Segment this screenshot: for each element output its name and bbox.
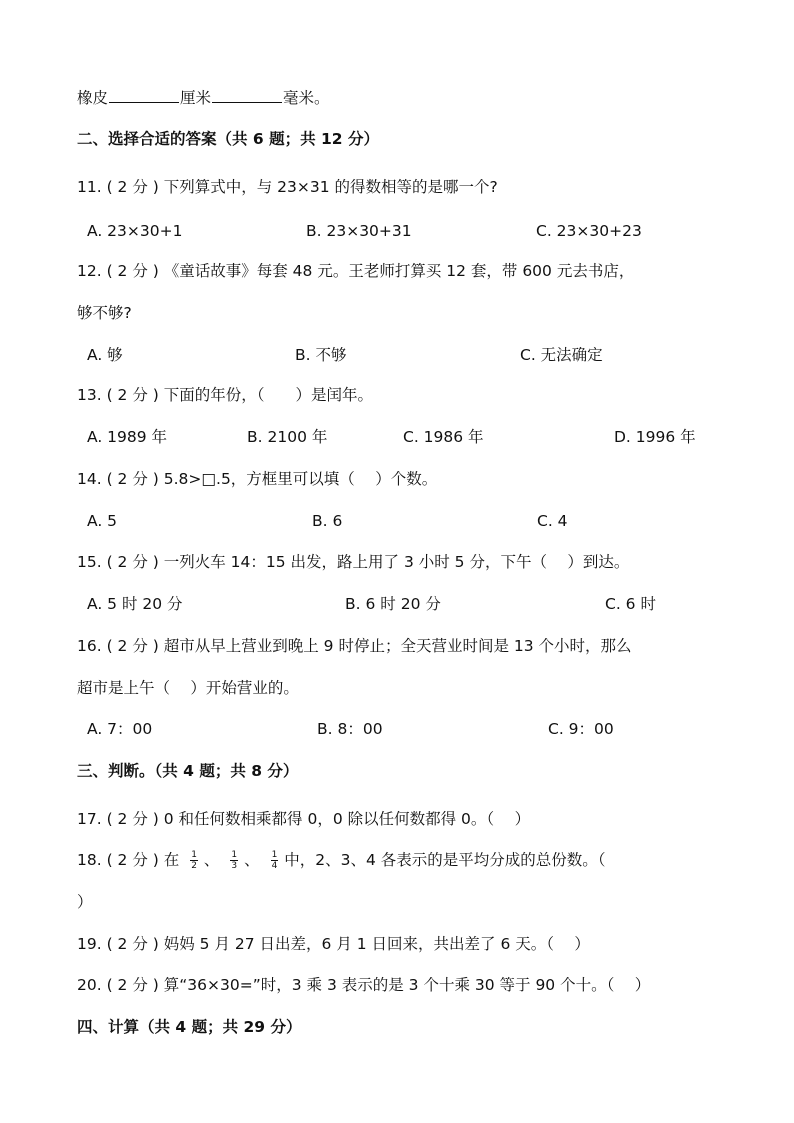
q15-option-c[interactable]: C. 6 时 <box>605 595 656 613</box>
q11-option-c[interactable]: C. 23×30+23 <box>536 222 642 240</box>
q13-option-b[interactable]: B. 2100 年 <box>247 428 328 446</box>
q18-prefix: 18. ( 2 分 ) 在 <box>77 851 180 869</box>
q16-option-c[interactable]: C. 9：00 <box>548 720 614 738</box>
q13-option-a[interactable]: A. 1989 年 <box>87 428 168 446</box>
q12-option-b[interactable]: B. 不够 <box>295 346 347 364</box>
q13-option-c[interactable]: C. 1986 年 <box>403 428 484 446</box>
q12-option-a[interactable]: A. 够 <box>87 346 123 364</box>
mm-blank[interactable] <box>212 86 282 103</box>
section-3-heading: 三、判断。（共 4 题；共 8 分） <box>77 762 299 780</box>
q16-text-line1: 16. ( 2 分 ) 超市从早上营业到晚上 9 时停止；全天营业时间是 13 个小时，那么 <box>77 637 632 655</box>
fraction-numerator: 1 <box>231 850 238 860</box>
q15-option-b[interactable]: B. 6 时 20 分 <box>345 595 441 613</box>
q19-text: 19. ( 2 分 ) 妈妈 5 月 27 日出差，6 月 1 日回来，共出差了 6 天。（ ） <box>77 935 590 953</box>
fraction-numerator: 1 <box>191 850 197 860</box>
q13-text: 13. ( 2 分 ) 下面的年份，（ ）是闰年。 <box>77 386 373 404</box>
fraction-one-half <box>190 850 198 871</box>
q11-option-a[interactable]: A. 23×30+1 <box>87 222 183 240</box>
q18-separator-1: 、 <box>203 851 220 869</box>
q16-text-line2: 超市是上午（ ）开始营业的。 <box>77 679 299 697</box>
q14-text: 14. ( 2 分 ) 5.8>□.5，方框里可以填（ ）个数。 <box>77 470 438 488</box>
q14-option-c[interactable]: C. 4 <box>537 512 568 530</box>
q13-option-d[interactable]: D. 1996 年 <box>614 428 696 446</box>
q15-option-a[interactable]: A. 5 时 20 分 <box>87 595 183 613</box>
eraser-label: 橡皮 <box>77 89 109 107</box>
q11-option-b[interactable]: B. 23×30+31 <box>306 222 412 240</box>
q18-text-line2: ） <box>77 893 93 911</box>
q14-option-b[interactable]: B. 6 <box>312 512 343 530</box>
q18-text-line1 <box>77 849 606 871</box>
fraction-denominator: 4 <box>271 861 278 871</box>
fraction-denominator: 3 <box>231 861 238 871</box>
cm-blank[interactable] <box>109 86 179 103</box>
q12-text-line2: 够不够? <box>77 304 132 322</box>
q12-text-line1: 12. ( 2 分 ) 《童话故事》每套 48 元。王老师打算买 12 套，带 600 元去书店， <box>77 262 635 280</box>
q14-option-a[interactable]: A. 5 <box>87 512 118 530</box>
q17-text: 17. ( 2 分 ) 0 和任何数相乘都得 0，0 除以任何数都得 0。（ ） <box>77 810 531 828</box>
q16-option-b[interactable]: B. 8：00 <box>317 720 383 738</box>
q15-text: 15. ( 2 分 ) 一列火车 14：15 出发，路上用了 3 小时 5 分，下午（ ）到达。 <box>77 553 630 571</box>
section-4-heading: 四、计算（共 4 题；共 29 分） <box>77 1018 302 1036</box>
q20-text: 20. ( 2 分 ) 算“36×30=”时，3 乘 3 表示的是 3 个十乘 30 等于 90 个十。（ ） <box>77 976 651 994</box>
section-2-heading: 二、选择合适的答案（共 6 题；共 12 分） <box>77 130 379 148</box>
cm-label: 厘米 <box>180 89 212 107</box>
q18-suffix: 中，2、3、4 各表示的是平均分成的总份数。（ <box>284 851 606 869</box>
q18-separator-2: 、 <box>244 851 260 869</box>
q12-option-c[interactable]: C. 无法确定 <box>520 346 603 364</box>
fraction-one-quarter <box>271 850 279 871</box>
fraction-denominator: 2 <box>191 861 197 871</box>
mm-label: 毫米。 <box>283 89 330 107</box>
q16-option-a[interactable]: A. 7：00 <box>87 720 153 738</box>
fraction-numerator: 1 <box>271 850 278 860</box>
q11-text: 11. ( 2 分 ) 下列算式中，与 23×31 的得数相等的是哪一个? <box>77 178 498 196</box>
eraser-measure-line <box>77 86 330 109</box>
fraction-one-third <box>230 850 238 871</box>
